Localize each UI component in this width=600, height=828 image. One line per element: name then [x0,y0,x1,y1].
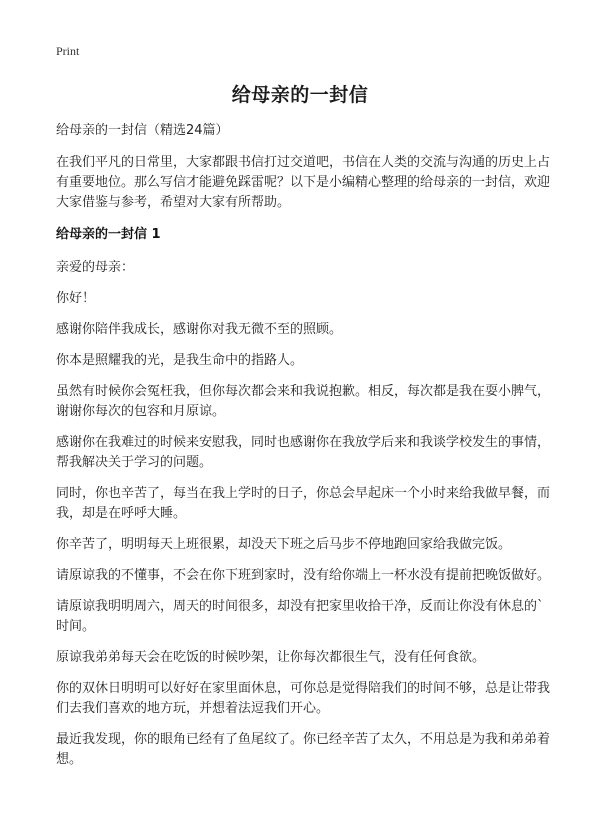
paragraph: 请原谅我的不懂事，不会在你下班到家时，没有给你端上一杯水没有提前把晚饭做好。 [56,568,551,583]
paragraph: 请原谅我明明周六，周天的时间很多，却没有把家里收拾干净，反而让你没有休息的`时间。 [56,599,544,634]
print-link[interactable]: Print [56,44,80,58]
paragraph: 你好！ [56,291,96,306]
paragraph: 亲爱的母亲： [56,260,135,275]
paragraph: 最近我发现，你的眼角已经有了鱼尾纹了。你已经辛苦了太久，不用总是为我和弟弟着想。 [56,732,551,767]
article-body [56,121,552,781]
paragraph: 虽然有时候你会冤枉我，但你每次都会来和我说抱歉。相反，每次都是我在耍小脾气，谢谢你每次的包容和月原谅。 [56,384,551,419]
paragraph: 你辛苦了，明明每天上班很累，却没天下班之后马步不停地跑回家给我做完饭。 [56,537,512,552]
paragraph: 感谢你在我难过的时候来安慰我，同时也感谢你在我放学后来和我谈学校发生的事情，帮我解决关于学习的问题。 [56,435,551,470]
paragraph: 原谅我弟弟每天会在吃饭的时候吵架，让你每次都很生气，没有任何食欲。 [56,650,486,665]
page-title: 给母亲的一封信 [231,84,369,106]
paragraph: 同时，你也辛苦了，每当在我上学时的日子，你总会早起床一个小时来给我做早餐，而我，却是在呼呼大睡。 [56,486,551,521]
section-title: 给母亲的一封信 1 [56,227,161,242]
intro-paragraph: 在我们平凡的日常里，大家都跟书信打过交道吧，书信在人类的交流与沟通的历史上占有重要地位。那么写信才能避免踩雷呢？以下是小编精心整理的给母亲的一封信，欢迎大家借鉴与参考，希望对大家有所帮助。 [56,155,551,210]
intro-line: 给母亲的一封信（精选24篇） [56,123,229,138]
paragraph: 感谢你陪伴我成长，感谢你对我无微不至的照顾。 [56,322,343,337]
paragraph: 你的双休日明明可以好好在家里面休息，可你总是觉得陪我们的时间不够，总是让带我们去我们喜欢的地方玩，并想着法逗我们开心。 [56,681,551,716]
paragraph: 你本是照耀我的光，是我生命中的指路人。 [56,353,304,368]
